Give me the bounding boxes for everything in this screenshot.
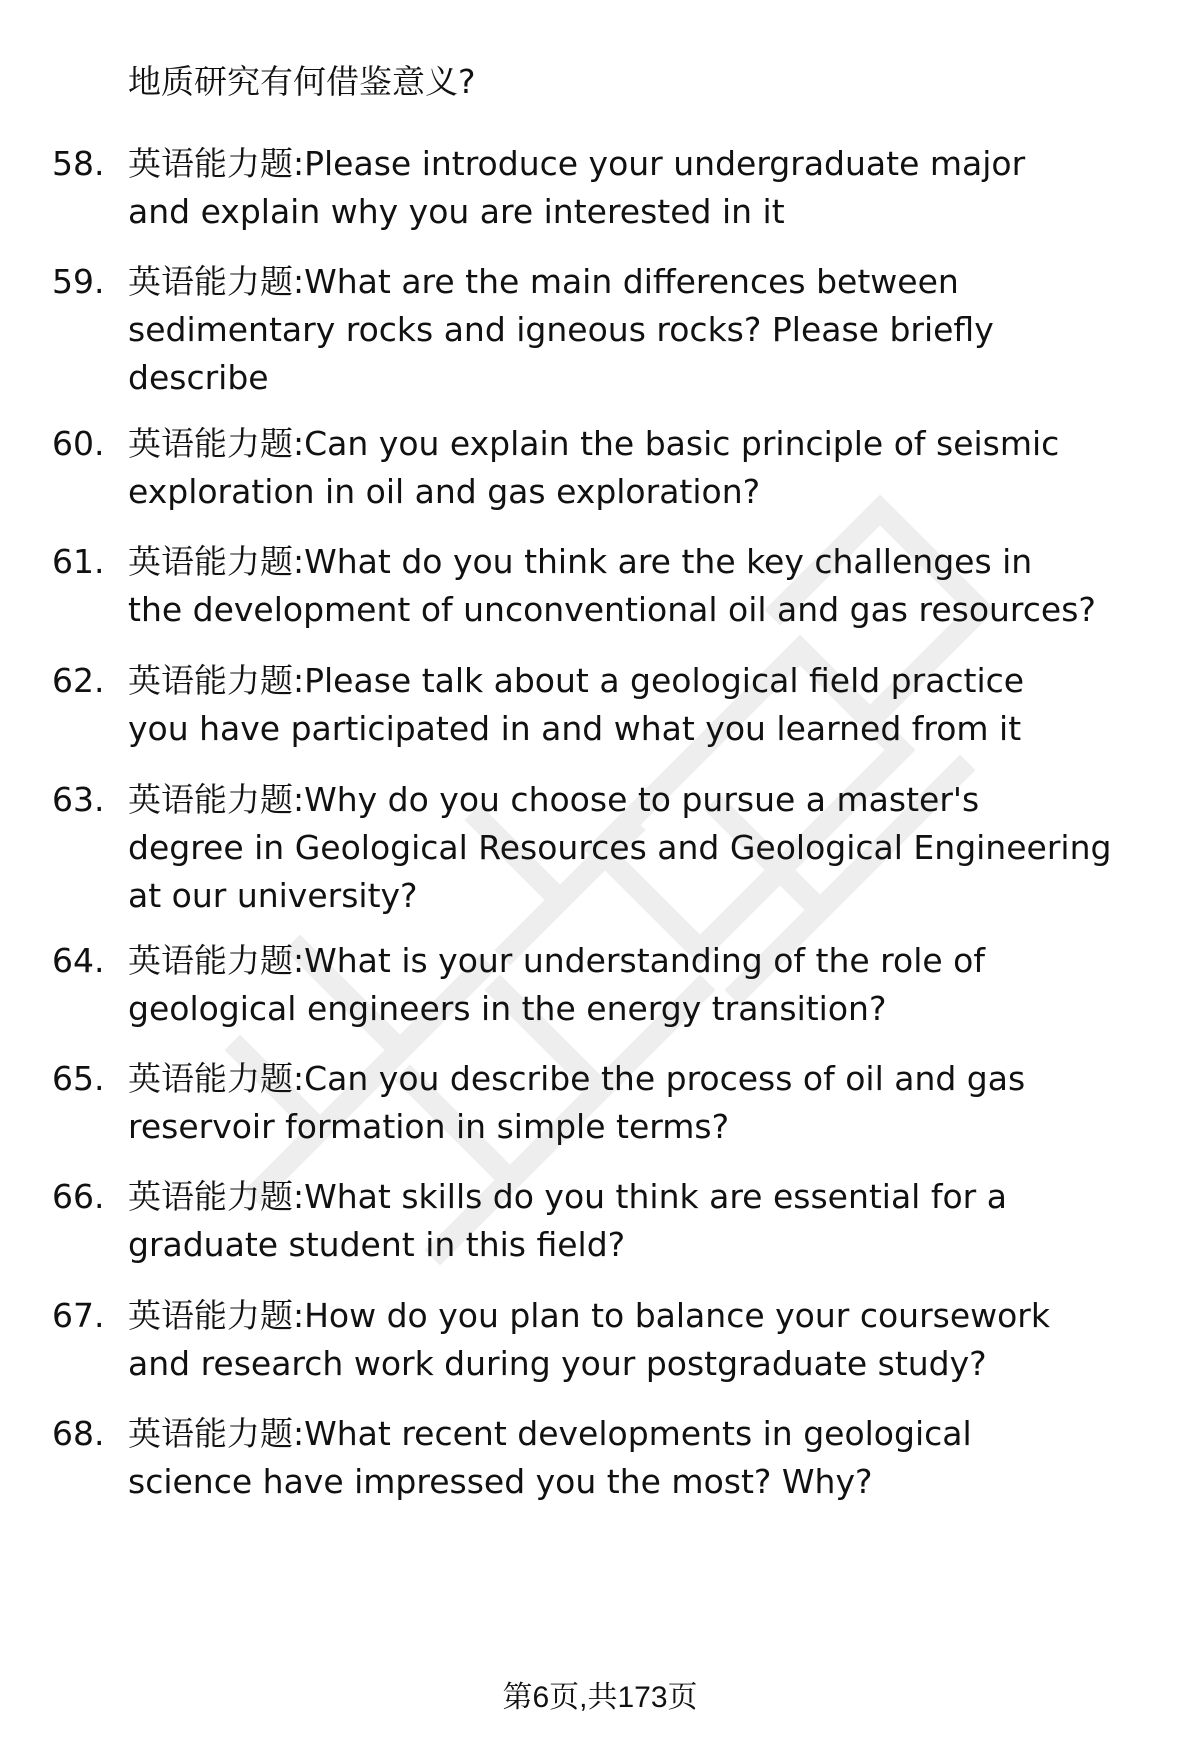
question-line: describe [128,358,269,397]
question-number: 58. [52,144,105,183]
question-line: 英语能力题:Can you explain the basic principle of seismic [128,424,1060,463]
question-line: at our university? [128,876,418,915]
question-text [128,140,1188,236]
question-line: 英语能力题:What skills do you think are essential for a [128,1177,1007,1216]
question-line: 英语能力题:Can you describe the process of oil and gas [128,1059,1026,1098]
question-line: 英语能力题:What is your understanding of the role of [128,941,985,980]
question-line: sedimentary rocks and igneous rocks? Please briefly [128,310,994,349]
question-line: 英语能力题:Please talk about a geological field practice [128,661,1025,700]
question-line: geological engineers in the energy transition? [128,989,887,1028]
page-footer: 第6页,共173页 [502,1681,698,1714]
question-number: 62. [52,661,105,700]
question-line: 英语能力题:Why do you choose to pursue a master's [128,780,980,819]
question-line: and research work during your postgraduate study? [128,1344,987,1383]
question-line: the development of unconventional oil and gas resources? [128,590,1096,629]
question-text [128,776,1188,920]
question-line: and explain why you are interested in it [128,192,785,231]
question-number: 67. [52,1296,105,1335]
question-line: science have impressed you the most? Why? [128,1462,873,1501]
question-text [128,1410,1188,1506]
question-line: degree in Geological Resources and Geological Engineering [128,828,1112,867]
question-text [128,420,1188,516]
question-number: 65. [52,1059,105,1098]
question-text [128,258,1188,402]
continuation-text: 地质研究有何借鉴意义? [128,62,476,101]
question-text [128,1055,1188,1151]
question-line: 英语能力题:Please introduce your undergraduate major [128,144,1026,183]
question-line: you have participated in and what you learned from it [128,709,1022,748]
question-text [128,538,1188,634]
question-line: reservoir formation in simple terms? [128,1107,730,1146]
question-text [128,937,1188,1033]
question-line: 英语能力题:How do you plan to balance your coursework [128,1296,1050,1335]
question-line: exploration in oil and gas exploration? [128,472,761,511]
question-text [128,1173,1188,1269]
question-line: 英语能力题:What recent developments in geological [128,1414,972,1453]
question-text [128,657,1188,753]
question-number: 63. [52,780,105,819]
question-line: graduate student in this field? [128,1225,626,1264]
question-line: 英语能力题:What are the main differences between [128,262,959,301]
question-number: 64. [52,941,105,980]
question-number: 60. [52,424,105,463]
question-number: 68. [52,1414,105,1453]
question-line: 英语能力题:What do you think are the key challenges in [128,542,1033,581]
question-number: 61. [52,542,105,581]
question-number: 59. [52,262,105,301]
question-number: 66. [52,1177,105,1216]
question-text [128,1292,1188,1388]
